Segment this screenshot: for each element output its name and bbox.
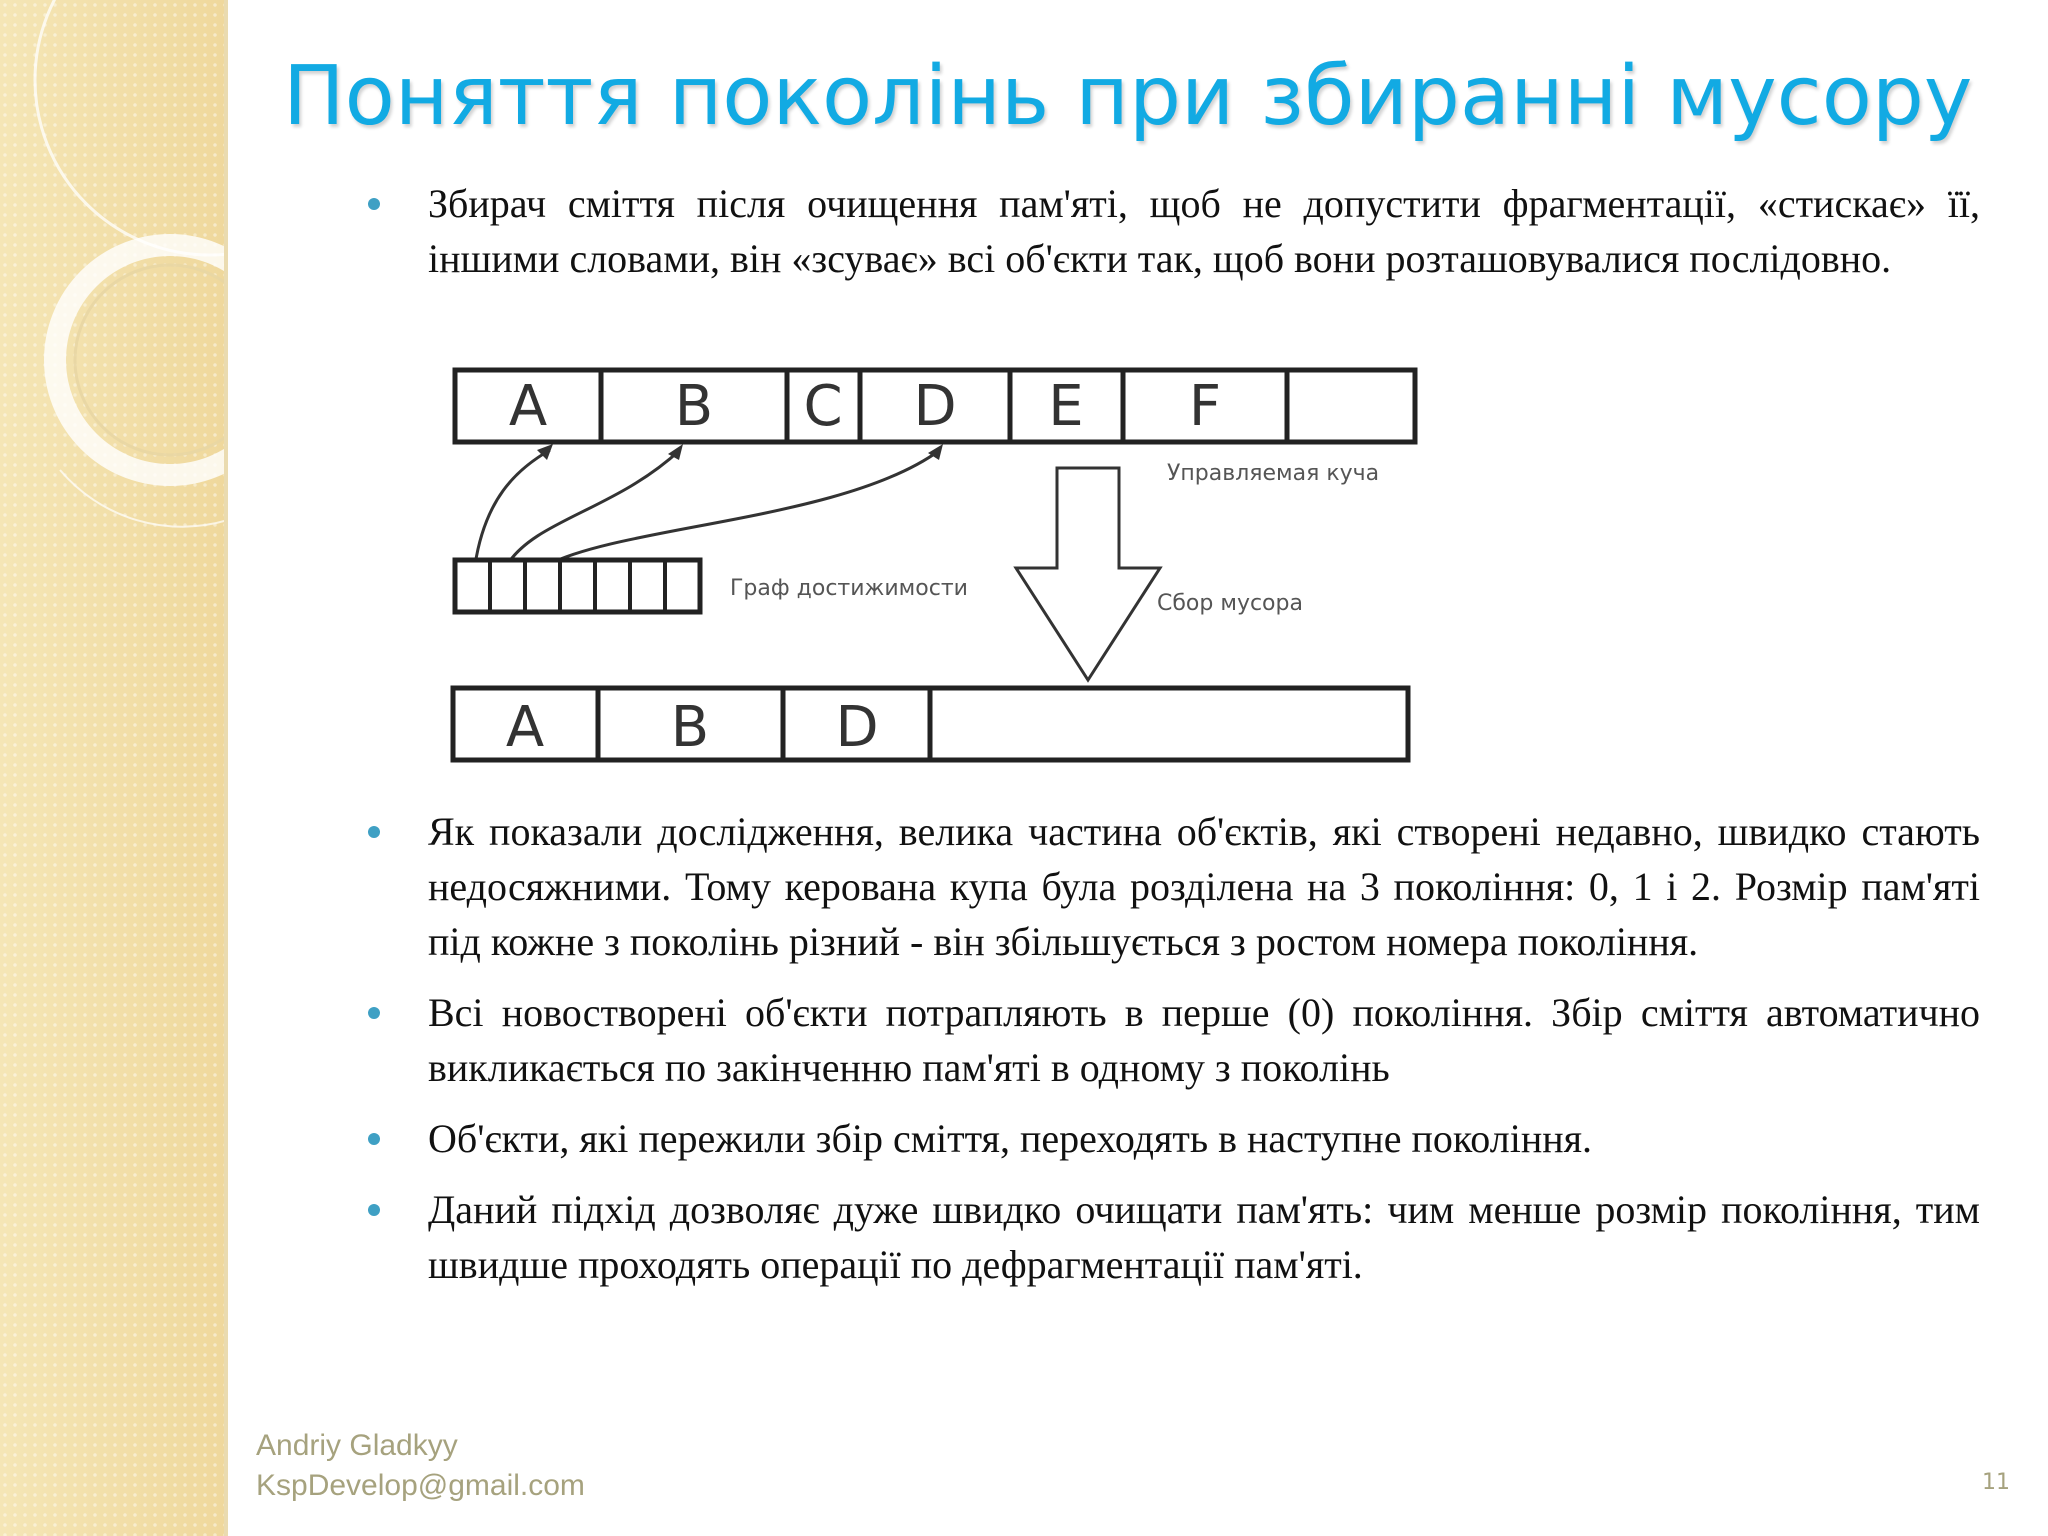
garbage-collection-diagram <box>425 350 1435 780</box>
heap-cell-c: C <box>803 374 843 439</box>
bullet-item: Об'єкти, які пережили збір сміття, переходять в наступне покоління. <box>368 1111 1980 1166</box>
heap-cell-d: D <box>913 374 957 439</box>
garbage-collection-label: Сбор мусора <box>1157 591 1303 616</box>
managed-heap-label: Управляемая куча <box>1167 461 1380 486</box>
bullet-item: Всі новостворені об'єкти потрапляють в перше (0) покоління. Збір сміття автоматично викликається по закінченню пам'яті в одному з поколінь <box>368 985 1980 1095</box>
heap-after-cell-b: B <box>670 695 710 760</box>
heap-after-cell-d: D <box>835 695 879 760</box>
reachability-graph-label: Граф достижимости <box>730 576 968 601</box>
sidebar-edge <box>224 0 228 1536</box>
bullet-list-top <box>368 176 1980 286</box>
page-number: 11 <box>1982 1470 2010 1495</box>
heap-cell-f: F <box>1188 374 1222 439</box>
heap-cell-a: A <box>508 374 548 439</box>
footer-email: KspDevelop@gmail.com <box>256 1469 585 1502</box>
reachability-graph <box>455 560 700 612</box>
heap-before-row <box>455 370 1415 442</box>
heap-after-cell-a: A <box>505 695 545 760</box>
decorative-sidebar <box>0 0 228 1536</box>
heap-cell-b: B <box>674 374 714 439</box>
bullet-item: Збирач сміття після очищення пам'яті, щоб не допустити фрагментації, «стискає» її, іншими словами, він «зсуває» всі об'єкти так, щоб вони розташовувалися послідовно. <box>368 176 1980 286</box>
bullet-list-bottom <box>368 804 1980 1308</box>
heap-after-row <box>453 688 1408 760</box>
heap-cell-e: E <box>1048 374 1084 439</box>
footer-author: Andriy Gladkyy <box>256 1429 458 1462</box>
sidebar-rings-decoration <box>0 0 228 1536</box>
bullet-item: Даний підхід дозволяє дуже швидко очищати пам'ять: чим менше розмір покоління, тим швидше проходять операції по дефрагментації пам'яті. <box>368 1182 1980 1292</box>
bullet-item: Як показали дослідження, велика частина об'єктів, які створені недавно, швидко стають недосяжними. Тому керована купа була розділена на 3 покоління: 0, 1 і 2. Розмір пам'яті під кожне з поколінь різний - він збільшується з ростом номера покоління. <box>368 804 1980 969</box>
slide-title: Поняття поколінь при збиранні мусору <box>283 49 1973 144</box>
